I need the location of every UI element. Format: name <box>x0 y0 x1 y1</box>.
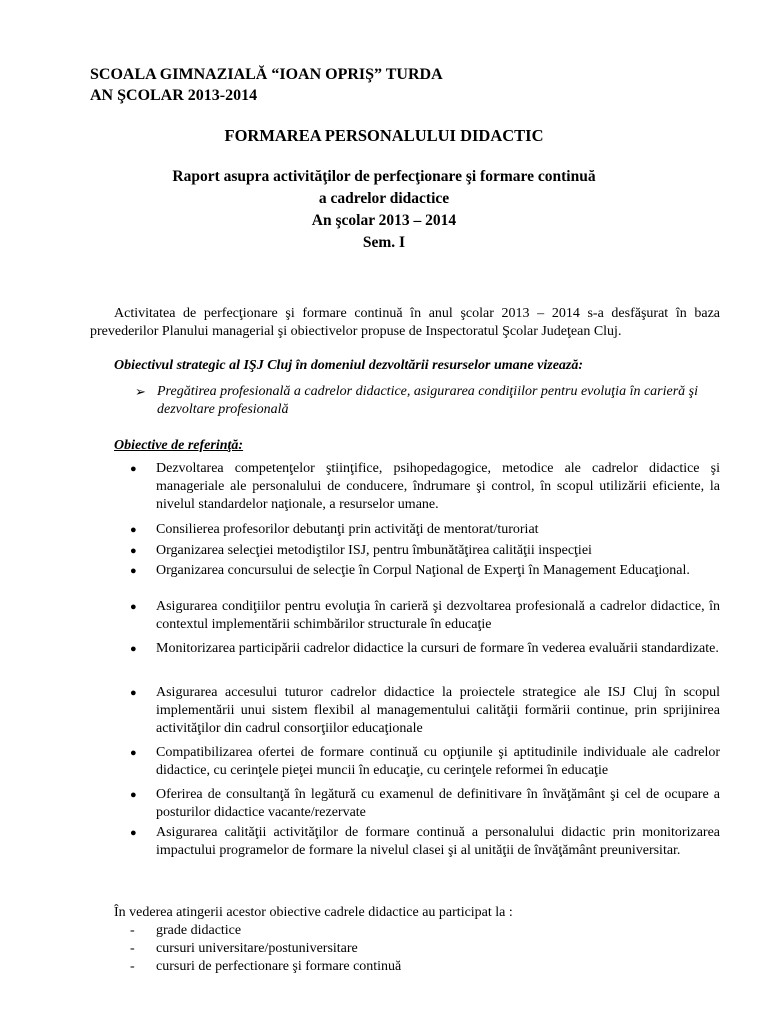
strategic-item-text: Pregătirea profesională a cadrelor didactice, asigurarea condiţiilor pentru evoluţia în carieră şi dezvoltare profesională <box>157 384 699 417</box>
list-item: ● Asigurarea calităţii activităţilor de formare continuă a personalului didactic prin monitorizarea impactului programelor de formare la nivelul clasei şi al unităţii de învăţământ preuniversitar. <box>130 825 720 858</box>
participation-intro: În vederea atingerii acestor obiective cadrele didactice au participat la : <box>114 905 513 920</box>
list-item: ● Dezvoltarea competenţelor ştiinţifice, psihopedagogice, metodice ale cadrelor didactice şi manageriale ale personalului de conducere, îndrumare şi control, în scopul utilizării eficiente, la nivelul standardelor naţionale, a resurselor umane. <box>130 461 720 512</box>
list-item: ● Organizarea selecţiei metodiştilor ISJ, pentru îmbunătăţirea calităţii inspecţiei <box>130 543 592 558</box>
list-item: ● Monitorizarea participării cadrelor didactice la cursuri de formare în vederea evaluării standardizate. <box>130 641 719 656</box>
bullet-icon: ● <box>130 545 137 557</box>
bullet-icon: ● <box>130 524 137 536</box>
list-item: ● Oferirea de consultanţă în legătură cu examenul de definitivare în învăţământ şi cel de ocupare a posturilor didactice vacante/rezervate <box>130 787 720 820</box>
list-item: - cursuri universitare/postuniversitare <box>130 941 358 956</box>
arrow-bullet-icon: ➢ <box>135 384 146 399</box>
subtitle-line-3: An şcolar 2013 – 2014 <box>311 212 457 229</box>
dash-marker: - <box>130 923 135 938</box>
strategic-item <box>135 383 720 419</box>
subtitle-line-4: Sem. I <box>362 234 406 251</box>
bullet-icon: ● <box>130 747 137 759</box>
bullet-icon: ● <box>130 789 137 801</box>
bullet-icon: ● <box>130 643 137 655</box>
bullet-icon: ● <box>130 463 137 475</box>
bullet-icon: ● <box>130 565 137 577</box>
list-item: - grade didactice <box>130 923 242 938</box>
dash-marker: - <box>130 959 135 974</box>
list-item: ● Organizarea concursului de selecţie în Corpul Naţional de Experţi în Management Educaţional. <box>130 563 690 578</box>
list-item: - cursuri de perfectionare şi formare continuă <box>130 959 402 974</box>
referinta-heading: Obiective de referinţă: <box>114 438 244 453</box>
strategic-heading: Obiectivul strategic al IŞJ Cluj în domeniul dezvoltării resurselor umane vizează: <box>114 358 584 373</box>
list-item: ● Consilierea profesorilor debutanţi prin activităţi de mentorat/turoriat <box>130 522 539 537</box>
document-title: FORMAREA PERSONALULUI DIDACTIC <box>224 126 544 145</box>
list-item: ● Asigurarea accesului tuturor cadrelor didactice la proiectele strategice ale ISJ Cluj în scopul implementării unui sistem flexibil al managementului calităţii formării continue, prin sprijinirea activităţilor din cadrul consorţiilor educaţionale <box>130 685 720 736</box>
subtitle-line-1: Raport asupra activităţilor de perfecţionare şi formare continuă <box>172 168 596 185</box>
subtitle-line-2: a cadrelor didactice <box>318 190 450 207</box>
intro-paragraph: Activitatea de perfecţionare şi formare continuă în anul şcolar 2013 – 2014 s-a desfăşurat în baza prevederilor Planului managerial şi obiectivelor propuse de Inspectoratul Şcolar Judeţean Cluj. <box>90 306 720 339</box>
list-item: ● Asigurarea condiţiilor pentru evoluţia în carieră şi dezvoltarea profesională a cadrelor didactice, în contextul implementării schimbărilor structurale în educaţie <box>130 599 720 632</box>
bullet-icon: ● <box>130 601 137 613</box>
dash-marker: - <box>130 941 135 956</box>
list-item: ● Compatibilizarea ofertei de formare continuă cu opţiunile şi aptitudinile individuale ale cadrelor didactice, cu cerinţele pieţei muncii în educaţie, cu cerinţele reformei în educaţie <box>130 745 720 778</box>
bullet-icon: ● <box>130 687 137 699</box>
bullet-icon: ● <box>130 827 137 839</box>
school-name: SCOALA GIMNAZIALĂ “IOAN OPRIŞ” TURDA <box>90 66 443 83</box>
school-year: AN ŞCOLAR 2013-2014 <box>90 87 258 104</box>
